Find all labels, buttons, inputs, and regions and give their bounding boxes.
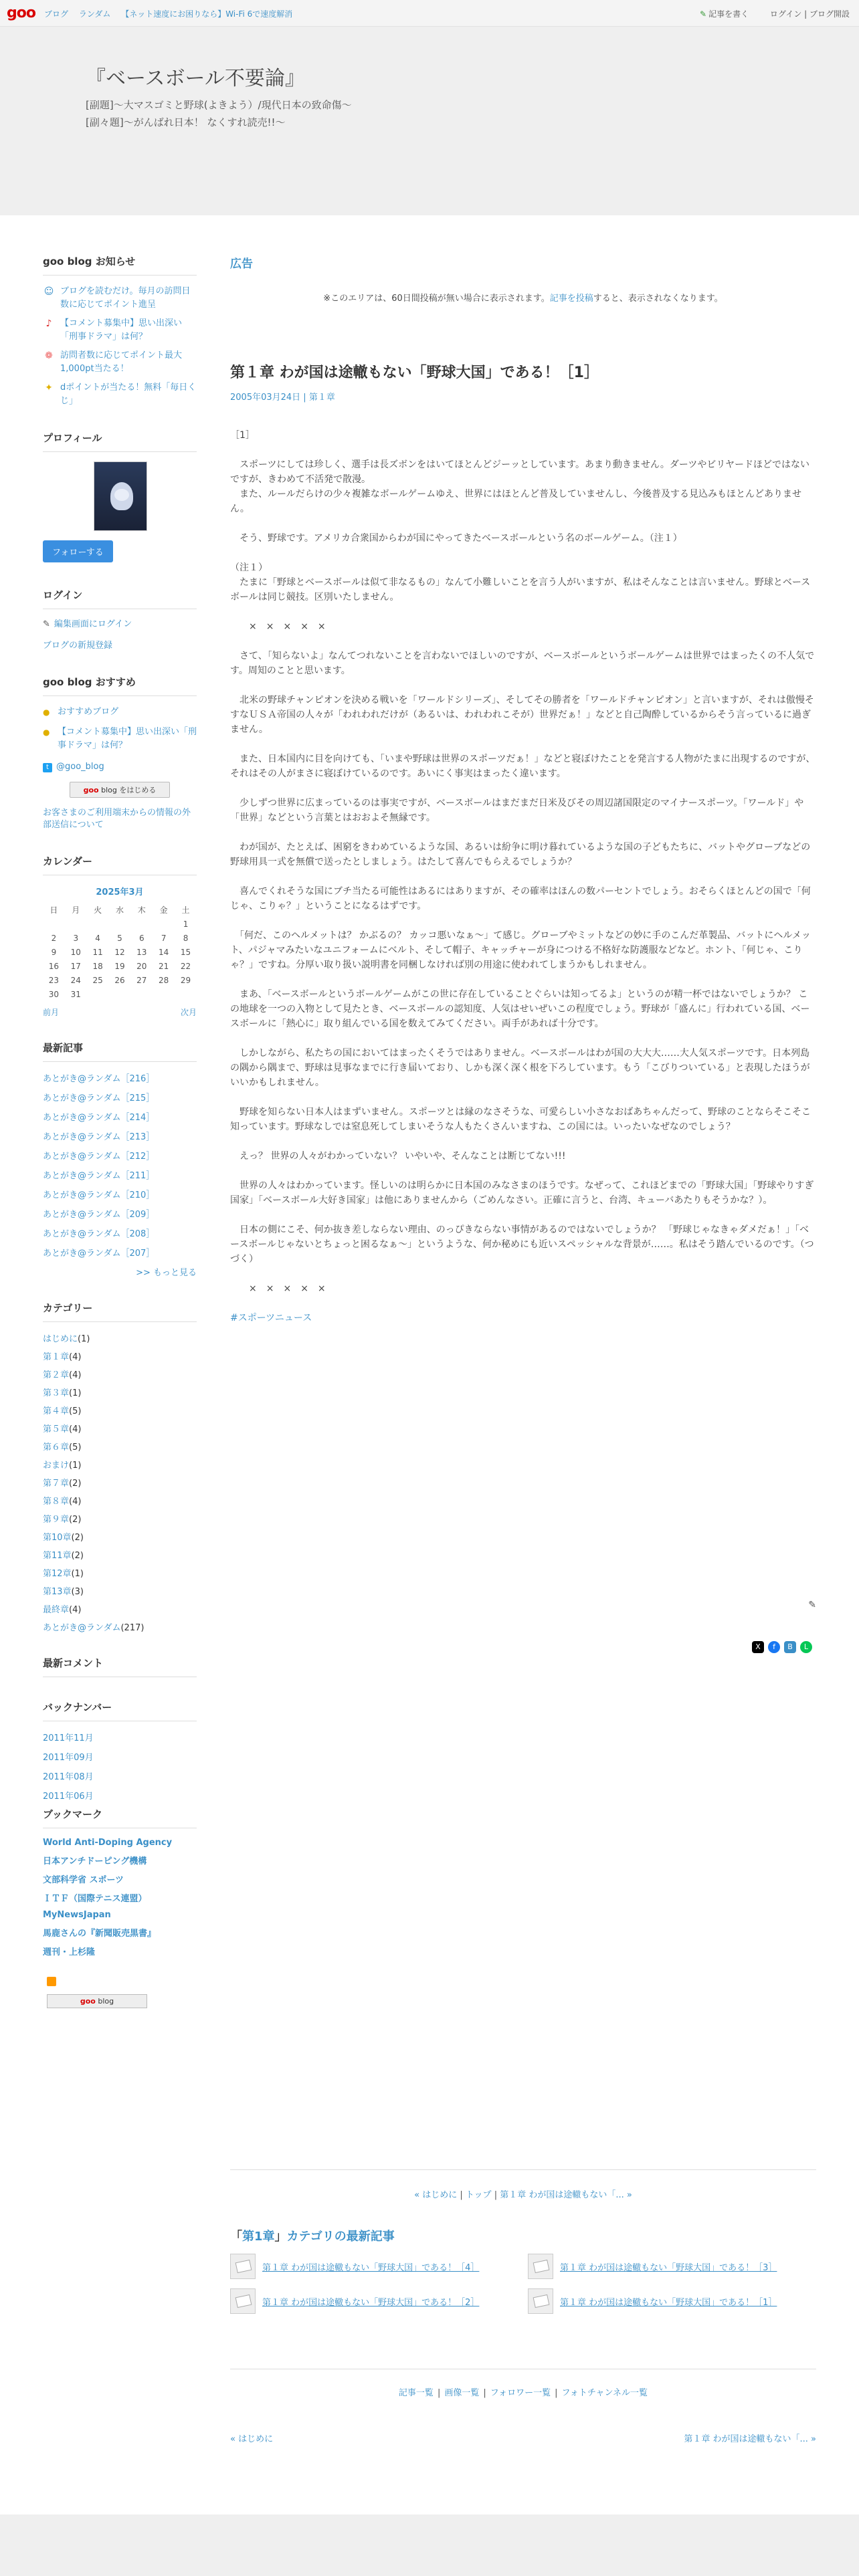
entry-paragraph: × × × × ×	[230, 621, 326, 632]
avatar-face	[114, 489, 129, 501]
calendar-day: 28	[159, 975, 169, 985]
ad-notice	[230, 291, 816, 304]
calendar-box	[43, 854, 197, 1018]
article-thumbnail	[230, 2254, 256, 2279]
category-recent-item[interactable]	[230, 2254, 518, 2279]
backnumber-item[interactable]: 2011年11月	[43, 1733, 94, 1743]
calendar-prev-link[interactable]: 前月	[43, 1008, 60, 1017]
category-recent-link: 第１章 わが国は途轍もない「野球大国」である！［4］	[262, 2262, 480, 2273]
entry-paragraph: わが国が、たとえば、困窮をきわめているような国、あるいは紛争に明け暮れているような国の子どもたちに、バットやグローブなどの野球用具一式を無償で送ったとしましょう。はたして喜んでもらえるでしょうか？	[230, 842, 811, 867]
prev-entry-link[interactable]: « はじめに	[230, 2434, 274, 2444]
calendar-day	[87, 917, 109, 931]
calendar-day: 25	[92, 975, 103, 985]
category-item[interactable]	[43, 1494, 197, 1507]
calendar-day: 12	[114, 947, 125, 957]
calendar-day: 13	[136, 947, 147, 957]
category-name: 第６章	[43, 1442, 70, 1453]
nav-random[interactable]: ランダム	[78, 9, 111, 19]
global-nav	[44, 8, 300, 19]
category-name: はじめに	[43, 1334, 78, 1344]
bulb-icon: ●	[43, 728, 50, 737]
calendar-day: 2	[51, 933, 57, 943]
calendar-week	[43, 973, 197, 987]
category-count: (5)	[69, 1442, 82, 1453]
x-share-icon[interactable]: X	[752, 1641, 764, 1653]
calendar-week	[43, 945, 197, 959]
line-share-icon[interactable]: L	[800, 1641, 812, 1653]
profile-box	[43, 431, 197, 565]
calendar-day	[65, 917, 87, 931]
comment-box	[43, 1656, 197, 1677]
calendar-day	[153, 917, 175, 931]
entry-paragraph: 北米の野球チャンピオンを決める戦いを「ワールドシリーズ」、そしてその勝者を「ワールドチャンピオン」と言いますが、それは傲慢そすなＵＳＡ帝国の人々が「われわれだけが（あるいは、われわれこそが）世界だぁ！」などと自己陶酔しているからそう言っているに過ぎません。	[230, 695, 814, 735]
rss-icon[interactable]	[47, 1977, 56, 1986]
recent-item[interactable]: あとがき@ランダム［212］	[43, 1152, 155, 1162]
category-count: (1)	[69, 1461, 82, 1471]
bookmark-item[interactable]: 週刊・上杉隆	[43, 1947, 96, 1957]
category-item[interactable]	[43, 1404, 197, 1416]
category-count: (4)	[69, 1352, 82, 1362]
entry-category[interactable]: 第１章	[308, 393, 335, 403]
calendar-heading: カレンダー	[43, 854, 197, 875]
weekday: 水	[115, 905, 124, 915]
calendar-day: 19	[114, 961, 125, 971]
backnumber-list[interactable]	[43, 1731, 197, 1802]
calendar-day	[109, 917, 131, 931]
calendar-day	[130, 917, 153, 931]
category-heading: カテゴリー	[43, 1301, 197, 1322]
flower-icon: ❁	[45, 350, 53, 361]
next-entry-link[interactable]: 第１章 わが国は途轍もない「... »	[684, 2434, 816, 2444]
entry-paragraph: まあ、「ベースボールというボールゲームがこの世に存在していることぐらいは知ってるよ」というのが精一杯ではないでしょうか？ この地球を一つの入物として見たとき、ベースボールの認知度、人気はせいぜいこの程度でしょう。野球が「盛んに」行われている国、ベースボールに「熱心に」取り組んでいる国を数えてみてください。両手があれば十分です。	[230, 989, 810, 1029]
category-recent-heading	[230, 2227, 816, 2244]
note-icon: ♪	[45, 318, 52, 329]
category-item[interactable]	[43, 1584, 197, 1597]
calendar-week	[43, 931, 197, 945]
category-count: (3)	[71, 1587, 84, 1597]
weekday: 月	[72, 905, 80, 915]
calendar-day: 16	[48, 961, 60, 971]
pager-prev-link[interactable]: « はじめに	[414, 2190, 458, 2200]
recommend-item[interactable]	[43, 726, 197, 752]
recent-item[interactable]: あとがき@ランダム［210］	[43, 1190, 155, 1200]
recent-item[interactable]: あとがき@ランダム［211］	[43, 1171, 155, 1181]
category-count: (1)	[69, 1388, 82, 1398]
calendar-week	[43, 987, 197, 1001]
category-count: (1)	[71, 1569, 84, 1579]
notice-item[interactable]	[43, 285, 197, 312]
backnumber-item[interactable]: 2011年08月	[43, 1772, 94, 1782]
entry-paragraph: しかしながら、私たちの国においてはまったくそうではありません。ベースボールはわが国の大大大……大人気スポーツです。日本列島の隅から隅まで、野球は見事なまでに行き届いており、しかも深く深く根を下ろしています。もう「こびりついている」と表現したほうがいいかもしれません。	[230, 1048, 810, 1088]
profile-avatar[interactable]	[94, 461, 147, 531]
entry-paragraph: （注１） たまに「野球とベースボールは似て非なるもの」なんて小難しいことを言う人がいますが、私はそんなことは言いません。野球とベースボールは同じ競技。区別いたしません。	[230, 562, 811, 603]
calendar-day: 4	[95, 933, 100, 943]
links-sep: |	[437, 2388, 441, 2398]
calendar-day: 31	[70, 989, 81, 999]
entry-paragraph: 「何だ、このヘルメットは？ かぶるの？ カッコ悪いなぁ〜」て感じ。グローブやミットなどの妙に手のこんだ革製品、バットにヘルメット、パジャマみたいなユニフォームにベルト、そして帽子、キャッチャーが身につける不格好な防護服などなど。ホント、「何じゃ、こりゃ？」ですね。分厚い取り扱い説明書を同梱しなければ別の用途に使われてしまうかもしれません。	[230, 930, 811, 970]
category-item[interactable]	[43, 1602, 197, 1615]
category-count: (4)	[69, 1605, 82, 1615]
start-blog-button[interactable]	[70, 782, 170, 798]
category-name: 第５章	[43, 1424, 70, 1434]
notice-item[interactable]	[43, 381, 197, 408]
category-item[interactable]	[43, 1548, 197, 1561]
blog-subtitle-2: [副々題]〜がんばれ日本！ なくすれ読売!!〜	[86, 116, 286, 128]
global-bar	[0, 0, 859, 27]
category-name: おまけ	[43, 1461, 70, 1471]
notice-text: dポイントが当たる！無料「毎日くじ」	[60, 383, 197, 406]
calendar-day: 20	[136, 961, 147, 971]
calendar-day: 26	[114, 975, 125, 985]
recent-item[interactable]: あとがき@ランダム［209］	[43, 1210, 155, 1220]
twitter-link[interactable]	[43, 762, 197, 772]
pager-sep: |	[460, 2190, 463, 2200]
bulb-icon: ●	[43, 708, 50, 717]
recent-item[interactable]: あとがき@ランダム［213］	[43, 1132, 155, 1142]
category-item[interactable]	[43, 1620, 197, 1633]
category-item[interactable]	[43, 1422, 197, 1434]
calendar-day: 29	[180, 975, 191, 985]
category-count: (4)	[69, 1370, 82, 1380]
hatena-share-icon[interactable]: B	[784, 1641, 796, 1653]
goo-blog-badge[interactable]	[47, 1994, 147, 2008]
calendar-day: 3	[73, 933, 79, 943]
category-count: (5)	[69, 1406, 82, 1416]
bookmark-item[interactable]: World Anti-Doping Agency	[43, 1838, 173, 1848]
calendar-day	[130, 987, 153, 1001]
entry-title[interactable]: 第１章 わが国は途轍もない「野球大国」である！［1］	[230, 364, 599, 381]
calendar-head-row	[43, 903, 197, 917]
category-recent-name[interactable]: 第1章	[242, 2230, 275, 2244]
category-name: 第12章	[43, 1569, 72, 1579]
image-list-link[interactable]: 画像一覧	[444, 2388, 480, 2398]
bookmark-list	[43, 1838, 197, 1957]
photo-channel-link[interactable]: フォトチャンネル一覧	[561, 2388, 648, 2398]
article-thumbnail	[528, 2288, 553, 2314]
backnumber-item[interactable]: 2011年09月	[43, 1753, 94, 1763]
category-recent-grid	[230, 2254, 816, 2314]
pager-top-link[interactable]: トップ	[465, 2190, 492, 2200]
entry-paragraph: ［1］	[230, 430, 255, 441]
footer	[0, 2514, 859, 2576]
weekday: 火	[94, 905, 102, 915]
calendar-day: 30	[48, 989, 60, 999]
category-count: (1)	[78, 1334, 90, 1344]
category-item[interactable]	[43, 1458, 197, 1471]
calendar-day: 18	[92, 961, 103, 971]
recommend-list	[43, 706, 197, 752]
follower-list-link[interactable]: フォロワー一覧	[490, 2388, 551, 2398]
article-thumbnail	[230, 2288, 256, 2314]
pager-sep: |	[494, 2190, 498, 2200]
calendar-day: 9	[51, 947, 57, 957]
calendar-nav	[43, 1006, 197, 1018]
list-links	[230, 2369, 816, 2398]
category-name: 第３章	[43, 1388, 70, 1398]
backnumber-item[interactable]: 2011年06月	[43, 1792, 94, 1802]
category-list	[43, 1331, 197, 1633]
recommend-box	[43, 675, 197, 831]
login-box	[43, 588, 197, 652]
entry-paragraph: また、日本国内に目を向けても、「いまや野球は世界のスポーツだぁ！」などと寝ぼけたことを発言する人物がたまに出現するのですが、それはその人がまさに寝ぼけているのです。あいにく事実はまったく違います。	[230, 754, 816, 779]
blog-title[interactable]: 『ベースボール不要論』	[86, 67, 305, 90]
category-item[interactable]	[43, 1386, 197, 1398]
badge-label: blog	[95, 1997, 114, 2006]
category-recent-link: 第１章 わが国は途轍もない「野球大国」である！［3］	[560, 2262, 777, 2273]
recent-item[interactable]: あとがき@ランダム［214］	[43, 1113, 155, 1123]
calendar-day	[153, 987, 175, 1001]
follow-button[interactable]: フォローする	[43, 540, 113, 562]
calendar-day: 10	[70, 947, 81, 957]
bookmark-item[interactable]: 馬鹿さんの『新聞販売黒書』	[43, 1929, 157, 1939]
entry-paragraph: スポーツにしては珍しく、選手は長ズボンをはいてほとんどジーッとしています。あまり動きません。ダーツやビリヤードほどではないですが、きわめて不活発で散漫。 また、ルールだらけの少々複雑なボールゲームゆえ、世界にはほとんど普及していませんし、今後普及する見込みもほとんどありません。	[230, 459, 810, 514]
category-recent-link: 第１章 わが国は途轍もない「野球大国」である！［1］	[560, 2297, 777, 2308]
write-article-link[interactable]	[700, 9, 749, 19]
weekday: 木	[137, 905, 146, 915]
category-count: (2)	[71, 1533, 84, 1543]
category-recent-item[interactable]	[230, 2288, 518, 2314]
category-name: 第２章	[43, 1370, 70, 1380]
entry-paragraph: 野球を知らない日本人はまずいません。スポーツとは縁のなさそうな、可愛らしい小さなおばあちゃんだって、野球のことならそこそこ知っています。野球なしでは窒息死してしまいそうな人もたくさんいますね、この国には。いったいなぜなのでしょう？	[230, 1107, 811, 1132]
calendar-day	[87, 987, 109, 1001]
recent-heading: 最新記事	[43, 1041, 197, 1062]
links-sep: |	[555, 2388, 558, 2398]
entry-paragraph: そう、野球です。アメリカ合衆国からわが国にやってきたベースボールという名のボールゲーム。（注１）	[230, 533, 682, 544]
profile-heading: プロフィール	[43, 431, 197, 452]
article-thumbnail	[528, 2254, 553, 2279]
login-heading: ログイン	[43, 588, 197, 609]
category-item[interactable]	[43, 1530, 197, 1543]
goo-logo[interactable]: goo	[7, 5, 35, 21]
register-link[interactable]: ブログの新規登録	[43, 641, 113, 651]
quote-close: 」	[274, 2230, 287, 2244]
entry-meta: 2005年03月24日 | 第１章	[230, 393, 335, 403]
notice-box	[43, 254, 197, 408]
blog-subtitle-1: [副題]〜大マスゴミと野球(よきよう）/現代日本の致命傷〜	[86, 99, 352, 111]
entry-paragraph: さて、「知らないよ」なんてつれないことを言わないでほしいのですが、ベースボールというボールゲームは世界ではまったくの不人気です。周知のことと思います。	[230, 651, 815, 676]
notice-text: 訪問者数に応じてポイント最大1,000pt当たる！	[60, 350, 183, 374]
category-name: 第１章	[43, 1352, 70, 1362]
calendar-day: 11	[92, 947, 103, 957]
category-count: (217)	[120, 1623, 145, 1633]
bookmark-item[interactable]: MyNewsJapan	[43, 1910, 111, 1920]
external-transmission-link[interactable]: お客さまのご利用端末からの情報の外部送信について	[43, 808, 191, 830]
recommend-text: 【コメント募集中】思い出深い「刑事ドラマ」は何？	[58, 727, 197, 750]
category-recent	[230, 2227, 816, 2314]
nav-blog[interactable]: ブログ	[44, 9, 69, 19]
login-signup-link[interactable]: ログイン | ブログ開設	[769, 9, 850, 19]
calendar-day: 17	[70, 961, 81, 971]
calendar-day: 22	[180, 961, 191, 971]
category-item[interactable]	[43, 1350, 197, 1362]
entry-paragraph: 日本の側にこそ、何か抜き差しならない理由、のっぴきならない事情があるのではないでしょうか？ 「野球じゃなきゃダメだぁ！」「ベースボールじゃないとちょっと困るなぁ〜」というような、何か秘めにも近いスペッシャルな背景が……。私はそう踏んでいるのです。（つづく）	[230, 1224, 814, 1265]
start-blog-label: blog をはじめる	[101, 786, 157, 794]
weekday: 土	[181, 905, 190, 915]
prev-next-nav	[230, 2432, 816, 2444]
calendar-next-link[interactable]: 次月	[180, 1008, 197, 1017]
tag-link[interactable]: #スポーツニュース	[230, 1313, 312, 1323]
notice-list	[43, 285, 197, 408]
quote-open: 「	[230, 2230, 242, 2244]
write-article-label: 記事を書く	[708, 9, 749, 19]
ad-notice-text-end: すると、表示されなくなります。	[593, 294, 723, 304]
notice-heading: goo blog お知らせ	[43, 254, 197, 276]
recent-item[interactable]: あとがき@ランダム［207］	[43, 1249, 155, 1259]
facebook-share-icon[interactable]: f	[768, 1641, 780, 1653]
category-recent-item[interactable]	[528, 2254, 816, 2279]
recent-item[interactable]: あとがき@ランダム［208］	[43, 1229, 155, 1239]
category-name: 第11章	[43, 1551, 72, 1561]
calendar-day: 27	[136, 975, 147, 985]
entry-paragraph: × × × × ×	[230, 1283, 326, 1294]
category-item[interactable]	[43, 1566, 197, 1579]
bookmark-item[interactable]: ＩＴＦ（国際テニス連盟）	[43, 1894, 147, 1904]
entry-pager	[230, 2169, 816, 2200]
bookmark-heading: ブックマーク	[43, 1807, 197, 1828]
calendar-day	[109, 987, 131, 1001]
category-count: (4)	[69, 1497, 82, 1507]
recommend-item[interactable]	[43, 706, 197, 719]
category-item[interactable]	[43, 1512, 197, 1525]
category-name: 第９章	[43, 1515, 70, 1525]
category-recent-item[interactable]	[528, 2288, 816, 2314]
main-content	[230, 254, 816, 2444]
calendar-day: 24	[70, 975, 81, 985]
share-buttons	[752, 1641, 812, 1653]
category-name: 第13章	[43, 1587, 72, 1597]
recommend-heading: goo blog おすすめ	[43, 675, 197, 696]
category-name: 第８章	[43, 1497, 70, 1507]
calendar-day: 14	[159, 947, 169, 957]
start-blog-logo: goo	[83, 786, 99, 794]
entry-date[interactable]: 2005年03月24日	[230, 393, 301, 403]
backnumber-box	[43, 1700, 197, 1802]
calendar-week	[43, 959, 197, 973]
weekday: 日	[50, 905, 58, 915]
recent-item[interactable]: あとがき@ランダム［216］	[43, 1074, 155, 1084]
notice-text: 【コメント募集中】思い出深い「刑事ドラマ」は何？	[60, 318, 183, 342]
notice-item[interactable]	[43, 317, 197, 344]
calendar-day	[175, 987, 197, 1001]
blog-subtitle	[86, 96, 352, 131]
backnumber-heading: バックナンバー	[43, 1700, 197, 1721]
article-list-link[interactable]: 記事一覧	[398, 2388, 434, 2398]
ad-notice-text: ※このエリアは、60日間投稿が無い場合に表示されます。	[323, 294, 550, 304]
category-recent-suffix: カテゴリの最新記事	[286, 2230, 395, 2244]
bookmark-item[interactable]: 日本アンチドーピング機構	[43, 1856, 147, 1866]
sidebar	[43, 254, 197, 2031]
entry-paragraph: 世界の人々はわかっています。怪しいのは明らかに日本国のみなさまのほうです。なぜって、これほどまでの「野球大国」「野球やりすぎ国家」「ベースボール大好き国家」は他にありませんから（ごめんなさい。正確に言うと、台湾、キューバあたりもそうかな？）。	[230, 1180, 814, 1206]
calendar-day: 6	[138, 933, 145, 943]
entry-paragraph: えっ？ 世界の人々がわかっていない？ いやいや、そんなことは断じてない!!!	[230, 1151, 566, 1162]
calendar-day: 1	[183, 919, 189, 929]
recent-item[interactable]: あとがき@ランダム［215］	[43, 1093, 155, 1103]
pen-icon: ✎	[700, 9, 707, 19]
notice-item[interactable]	[43, 349, 197, 376]
category-item[interactable]	[43, 1331, 197, 1344]
blog-header	[0, 27, 859, 215]
category-box	[43, 1301, 197, 1633]
entry-paragraph: 喜んでくれそうな国にブチ当たる可能性はあるにはありますが、その確率はほんの数パーセントでしょう。おそらくほとんどの国で「何じゃ、こりゃ？」ということになるはずです。	[230, 886, 811, 911]
calendar-day: 8	[183, 933, 189, 943]
calendar-day: 7	[161, 933, 167, 943]
category-item[interactable]	[43, 1368, 197, 1380]
calendar-day: 15	[180, 947, 191, 957]
twitter-icon: t	[43, 763, 52, 772]
category-count: (2)	[69, 1479, 82, 1489]
nav-ad[interactable]: 【ネット速度にお困りなら】Wi-Fi 6で速度解消	[121, 9, 293, 19]
category-name: 第10章	[43, 1533, 72, 1543]
category-item[interactable]	[43, 1440, 197, 1453]
category-recent-link: 第１章 わが国は途轍もない「野球大国」である！［2］	[262, 2297, 480, 2308]
category-name: あとがき@ランダム	[43, 1623, 121, 1633]
calendar-month[interactable]: 2025年3月	[96, 887, 144, 897]
pencil-icon: ✎	[43, 619, 50, 629]
edit-login-label: 編集画面にログイン	[54, 619, 132, 629]
calendar-table	[43, 903, 197, 1001]
recent-box	[43, 1041, 197, 1278]
calendar-day: 5	[117, 933, 122, 943]
entry-body	[230, 428, 816, 1325]
category-name: 第４章	[43, 1406, 70, 1416]
sparkle-icon: ✦	[45, 383, 53, 393]
global-right	[700, 8, 850, 19]
calendar-day	[43, 917, 65, 931]
recent-list	[43, 1071, 197, 1259]
ad-heading: 広告	[230, 257, 253, 271]
twitter-handle: @goo_blog	[56, 762, 104, 772]
pager-next-link[interactable]: 第１章 わが国は途轍もない「... »	[500, 2190, 632, 2200]
badge-logo: goo	[80, 1997, 96, 2006]
category-count: (4)	[69, 1424, 82, 1434]
notice-text: ブログを読むだけ。毎月の訪問日数に応じてポイント進呈	[60, 286, 191, 310]
category-count: (2)	[71, 1551, 84, 1561]
recommend-text: おすすめブログ	[58, 707, 119, 717]
calendar-week	[43, 917, 197, 931]
smile-icon: ☺	[43, 286, 54, 297]
category-name: 第７章	[43, 1479, 70, 1489]
category-item[interactable]	[43, 1476, 197, 1489]
calendar-day: 21	[159, 961, 169, 971]
bookmark-box	[43, 1807, 197, 2008]
comment-heading: 最新コメント	[43, 1656, 197, 1677]
entry-paragraph: 少しずつ世界に広まっているのは事実ですが、ベースボールはまだまだ日米及びその周辺諸国限定のマイナースポーツ。「ワールド」や「世界」などという言葉とはおおよそ無縁です。	[230, 798, 804, 823]
edit-login-link[interactable]	[43, 619, 197, 631]
category-count: (2)	[69, 1515, 82, 1525]
post-article-link[interactable]: 記事を投稿	[549, 294, 593, 304]
weekday: 金	[159, 905, 168, 915]
bookmark-item[interactable]: 文部科学省 スポーツ	[43, 1875, 124, 1885]
links-sep: |	[483, 2388, 486, 2398]
calendar-day: 23	[48, 975, 60, 985]
category-name: 最終章	[43, 1605, 70, 1615]
edit-pencil-icon[interactable]: ✎	[808, 1600, 816, 1610]
more-link[interactable]: >> もっと見る	[136, 1268, 197, 1278]
